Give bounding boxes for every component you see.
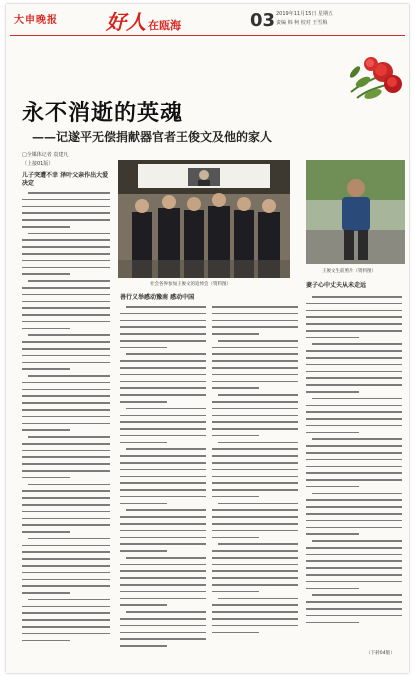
flower-bouquet-icon [343,52,405,110]
memorial-photo [118,160,290,278]
article-title: 永不消逝的英魂 [22,100,184,126]
newspaper-page [6,4,409,673]
portrait-photo-caption: 王俊文生前照片（资料图） [322,269,376,274]
header-rule [10,35,405,36]
main-photo-caption: 社会各界参加王俊文的追悼会（资料图） [150,282,231,287]
left-column-text [22,192,110,662]
section-heading-2: 妻子心中丈夫从未走远 [306,282,367,289]
paper-name: 大申晚报 [14,15,58,26]
page-number: 03 [250,10,276,31]
continued-from: （上接01版） [22,161,54,167]
section-heading-3: 善行义举感动豫南 感动中国 [120,294,195,301]
middle-right-column-text [212,306,298,662]
editor-line: 责编 韩 柯 校对 王雪梅 [276,20,328,26]
issue-date: 2019年11月15日 星期五 [276,11,334,17]
section-logo-suffix: 在瓯海 [148,19,181,32]
section-heading-1: 儿子突遭不幸 泽叶父亲作出大爱决定 [22,172,109,187]
article-subtitle: ——记遂平无偿捐献器官者王俊文及他的家人 [32,130,273,144]
issue-info [276,10,333,28]
section-logo [106,6,181,35]
byline: □全媒体记者 袁建凡 [22,152,69,158]
continued-notice: （下转04版） [366,651,395,656]
portrait-photo [306,160,405,264]
section-logo-text: 好人 [106,10,146,34]
middle-left-column-text [120,306,206,662]
right-column-text [306,296,402,646]
